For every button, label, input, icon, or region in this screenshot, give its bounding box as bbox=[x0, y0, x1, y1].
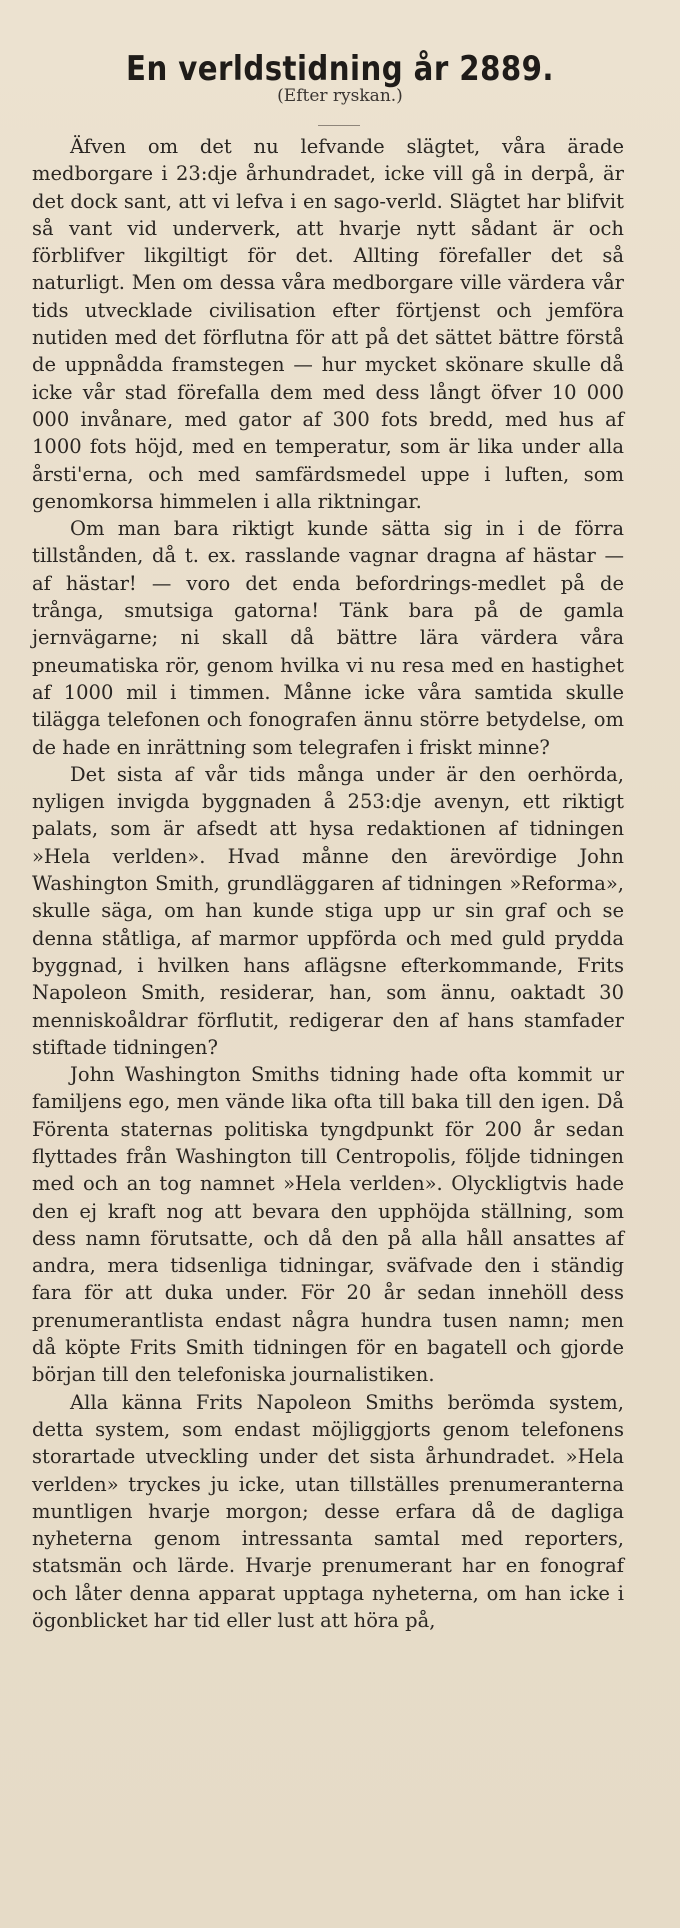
article-title: En verldstidning år 2889. bbox=[126, 48, 554, 89]
article-paragraph: Äfven om det nu lefvande slägtet, våra ärade medborgare i 23:dje århundradet, icke vill gå in derpå, är det dock sant, att vi lefva i en sago-verld. Slägtet har blifvit så vant vid underverk, att hvarje nytt sådant är och förblifver likgiltigt för det. Allting förefaller det så naturligt. Men om dessa våra medborgare ville värdera vår tids utvecklade civilisation efter förtjenst och jemföra nutiden med det förflutna för att på det sättet bättre förstå de uppnådda framstegen — hur mycket skönare skulle då icke vår stad förefalla dem med dess långt öfver 10 000 000 invånare, med gator af 300 fots bredd, med hus af 1000 fots höjd, med en temperatur, som är lika under alla årsti'erna, och med samfärdsmedel uppe i luften, som genomkorsa himmelen i alla riktningar. bbox=[32, 135, 624, 513]
article-paragraph: Om man bara riktigt kunde sätta sig in i de förra tillstånden, då t. ex. rasslande vagnar dragna af hästar — af hästar! — voro det enda befordrings-medlet på de trånga, smutsiga gatorna! Tänk bara på de gamla jernvägarne; ni skall då bättre lära värdera våra pneumatiska rör, genom hvilka vi nu resa med en hastighet af 1000 mil i timmen. Månne icke våra samtida skulle tilägga telefonen och fonografen ännu större betydelse, om de hade en inrättning som telegrafen i friskt minne? bbox=[32, 517, 624, 759]
article-paragraph: John Washington Smiths tidning hade ofta kommit ur familjens ego, men vände lika ofta till baka till den igen. Då Förenta staternas politiska tyngdpunkt för 200 år sedan flyttades från Washington till Centropolis, följde tidningen med och an tog namnet »Hela verlden». Olyckligtvis hade den ej kraft nog att bevara den upphöjda ställning, som dess namn förutsatte, och då den på alla håll ansattes af andra, mera tidsenliga tidningar, sväfvade den i ständig fara för att duka under. För 20 år sedan innehöll dess prenumerantlista endast några hundra tusen namn; men då köpte Frits Smith tidningen för en bagatell och gjorde början till den telefoniska journalistiken. bbox=[32, 1063, 624, 1387]
article-paragraph: Det sista af vår tids många under är den oerhörda, nyligen invigda byggnaden å 253:dje avenyn, ett riktigt palats, som är afsedt att hysa redaktionen af tidningen »Hela verlden». Hvad månne den ärevördige John Washington Smith, grundläggaren af tidningen »Reforma», skulle säga, om han kunde stiga upp ur sin graf och se denna ståtliga, af marmor uppförda och med guld prydda byggnad, i hvilken hans aflägsne efterkommande, Frits Napoleon Smith, residerar, han, som ännu, oaktadt 30 menniskoåldrar förflutit, redigerar den af hans stamfader stiftade tidningen? bbox=[32, 762, 624, 1059]
article-subtitle: (Efter ryskan.) bbox=[277, 86, 403, 106]
title-divider bbox=[318, 125, 360, 126]
article-body bbox=[32, 133, 624, 1634]
article-paragraph: Alla känna Frits Napoleon Smiths berömda system, detta system, som endast möjliggjorts genom telefonens storartade utveckling under det sista århundradet. »Hela verlden» tryckes ju icke, utan tillställes prenumeranterna muntligen hvarje morgon; desse erfara då de dagliga nyheterna genom intressanta samtal med reporters, statsmän och lärde. Hvarje prenumerant har en fonograf och låter denna apparat upptaga nyheterna, om han icke i ögonblicket har tid eller lust att höra på, bbox=[32, 1390, 624, 1633]
